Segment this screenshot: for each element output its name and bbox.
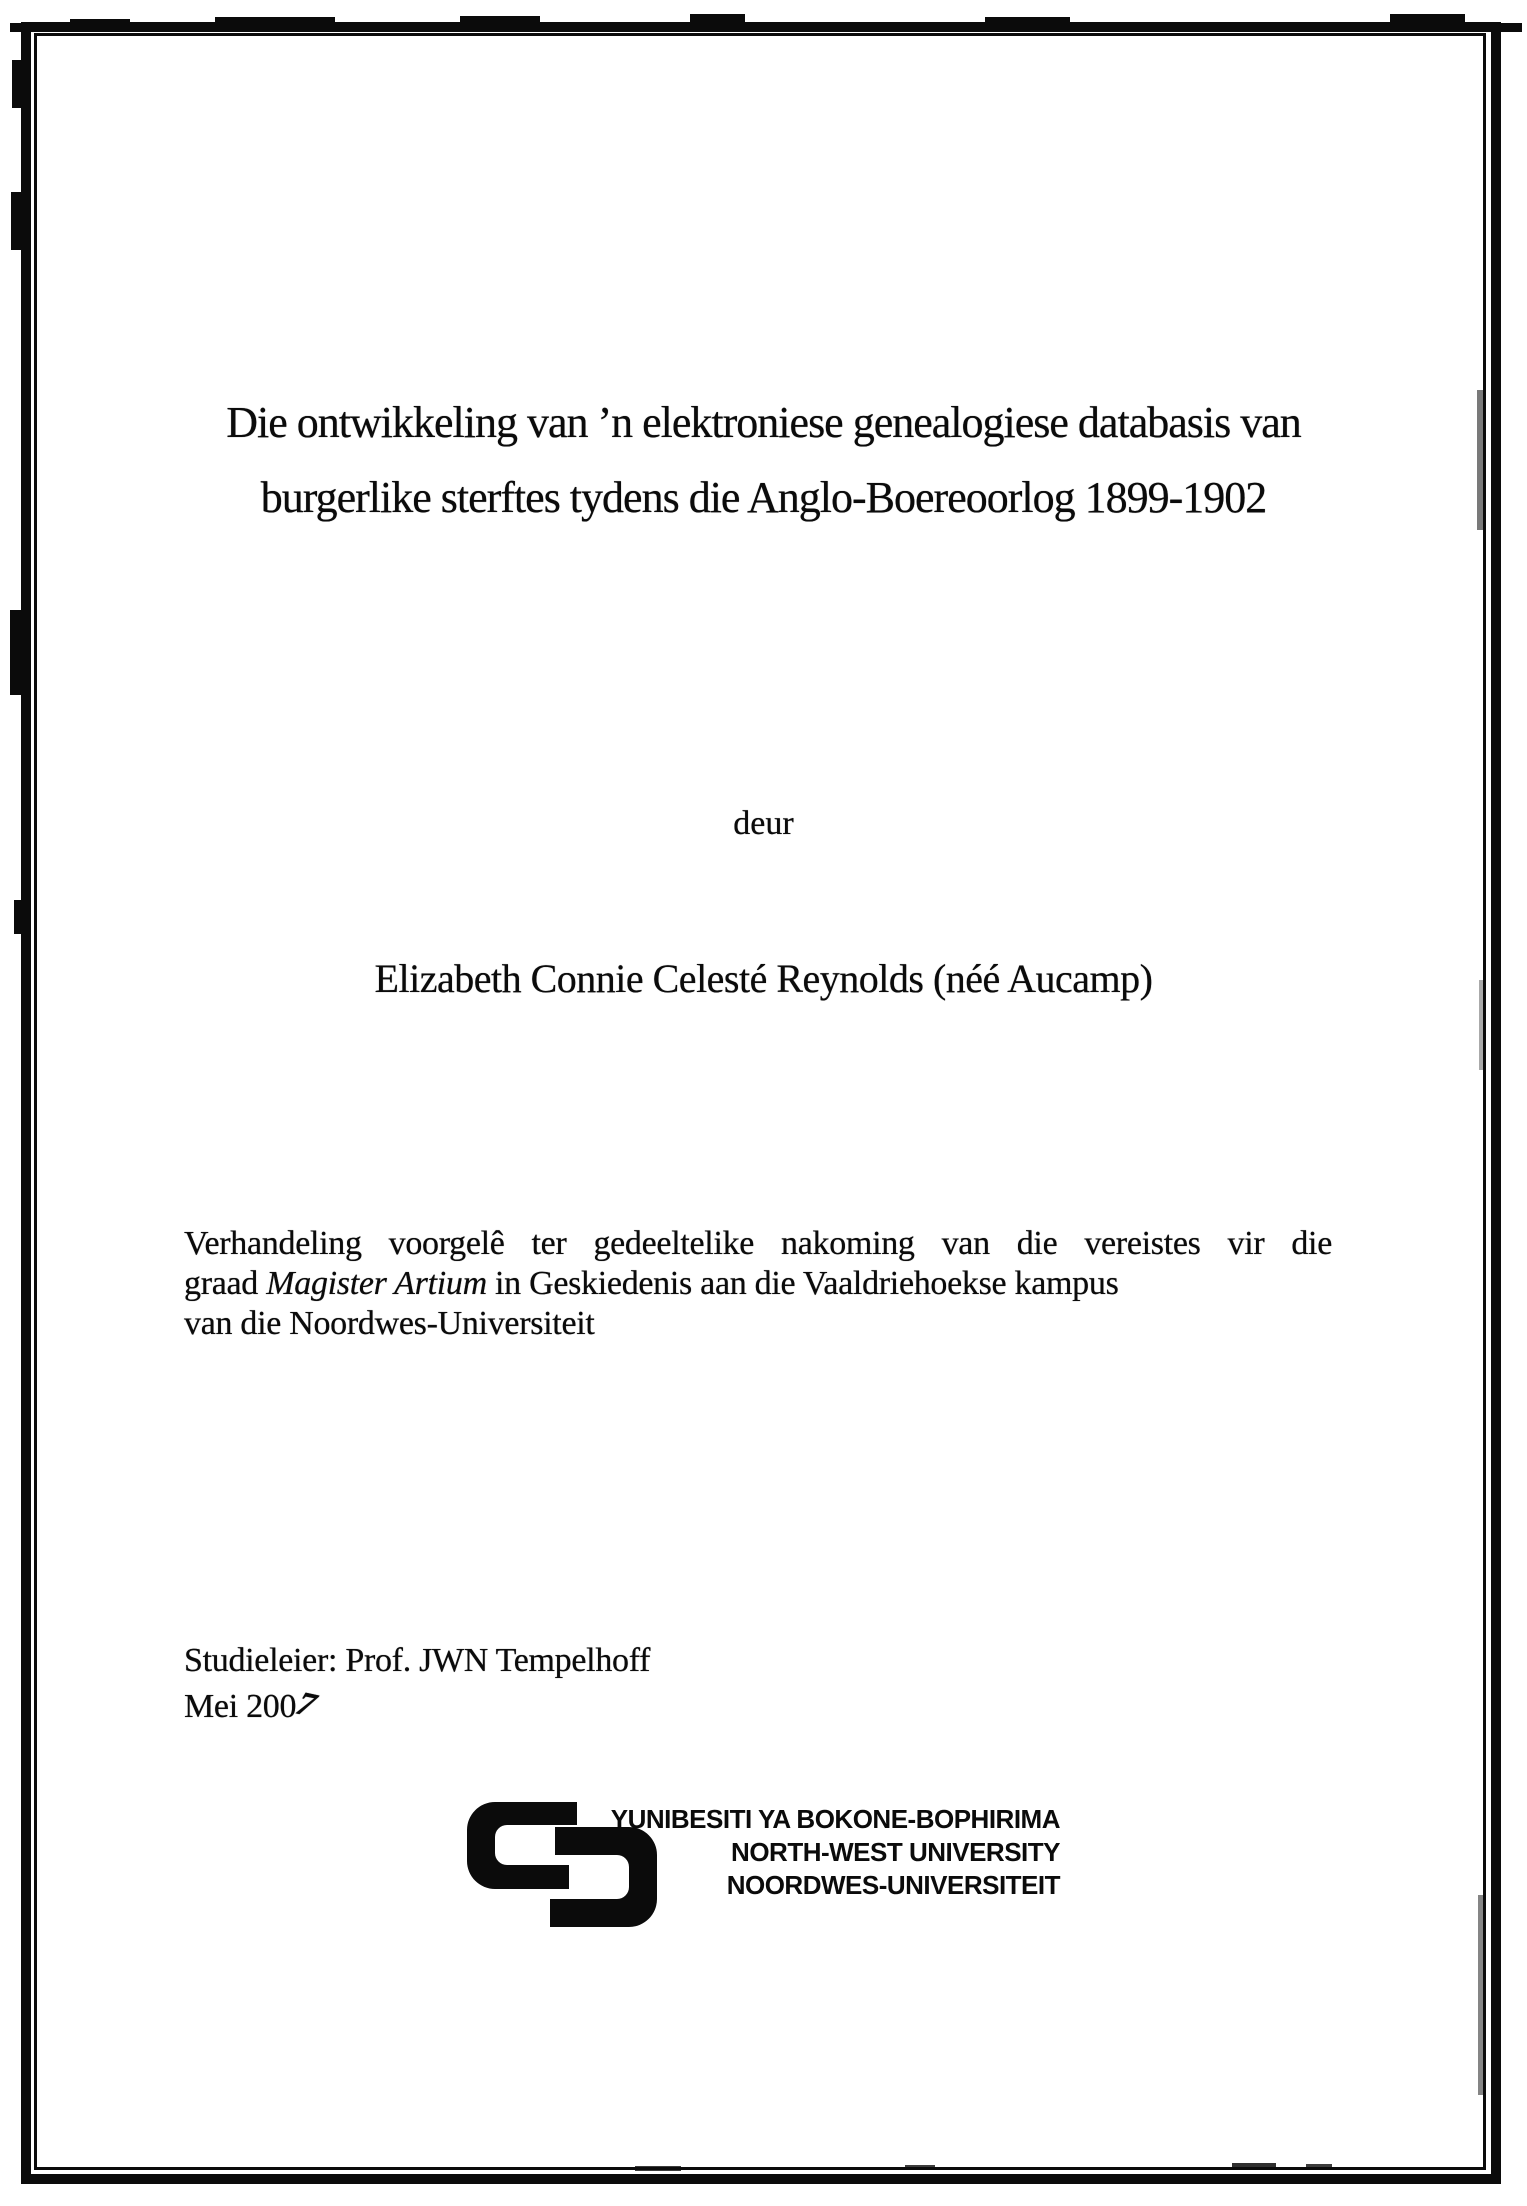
thesis-title-line2: burgerlike sterftes tydens die Anglo-Boereoorlog 1899-1902 — [260, 473, 1267, 522]
scan-artifact — [690, 14, 745, 24]
scan-artifact — [1232, 2163, 1276, 2170]
scan-artifact — [1306, 2164, 1332, 2169]
declaration-line3: van die Noordwes-Universiteit — [184, 1305, 595, 1342]
scan-artifact — [1478, 1895, 1484, 2095]
supervisor-block — [184, 1638, 650, 1730]
scan-artifact — [985, 17, 1070, 25]
scan-artifact — [10, 610, 24, 695]
author-name: Elizabeth Connie Celesté Reynolds (néé Aucamp) — [374, 956, 1153, 1001]
date-line — [184, 1684, 650, 1730]
declaration-line2-prefix: graad — [184, 1265, 267, 1302]
scan-artifact — [14, 900, 23, 934]
scan-artifact — [635, 2166, 681, 2171]
scan-artifact — [1390, 14, 1465, 24]
scan-artifact — [11, 192, 24, 250]
supervisor-line: Studieleier: Prof. JWN Tempelhoff — [184, 1642, 651, 1679]
degree-name: Magister Artium — [266, 1265, 487, 1302]
date-final-digit: 7 — [287, 1686, 324, 1724]
thesis-title — [80, 385, 1447, 535]
university-logo-text — [580, 1803, 1060, 1902]
logo-line-english: NORTH-WEST UNIVERSITY — [731, 1837, 1060, 1867]
thesis-title-line1: Die ontwikkeling van ’n elektroniese genealogiese databasis van — [226, 398, 1301, 447]
scan-artifact — [70, 19, 130, 25]
scan-artifact — [1477, 390, 1484, 530]
declaration-line1: Verhandeling voorgelê ter gedeeltelike nakoming van die vereistes vir die — [184, 1225, 1332, 1262]
date-prefix: Mei 200 — [184, 1688, 297, 1725]
declaration-line2-suffix: in Geskiedenis aan die Vaaldriehoekse kampus — [486, 1265, 1119, 1302]
declaration-line2 — [184, 1264, 1332, 1304]
byline: deur — [733, 805, 794, 842]
scan-artifact — [215, 17, 335, 25]
scan-artifact — [905, 2165, 935, 2170]
degree-declaration — [184, 1224, 1332, 1344]
logo-line-afrikaans: NOORDWES-UNIVERSITEIT — [726, 1870, 1060, 1900]
scan-artifact — [12, 60, 23, 108]
logo-line-setswana: YUNIBESITI YA BOKONE-BOPHIRIMA — [610, 1804, 1060, 1834]
scan-artifact — [460, 16, 540, 25]
